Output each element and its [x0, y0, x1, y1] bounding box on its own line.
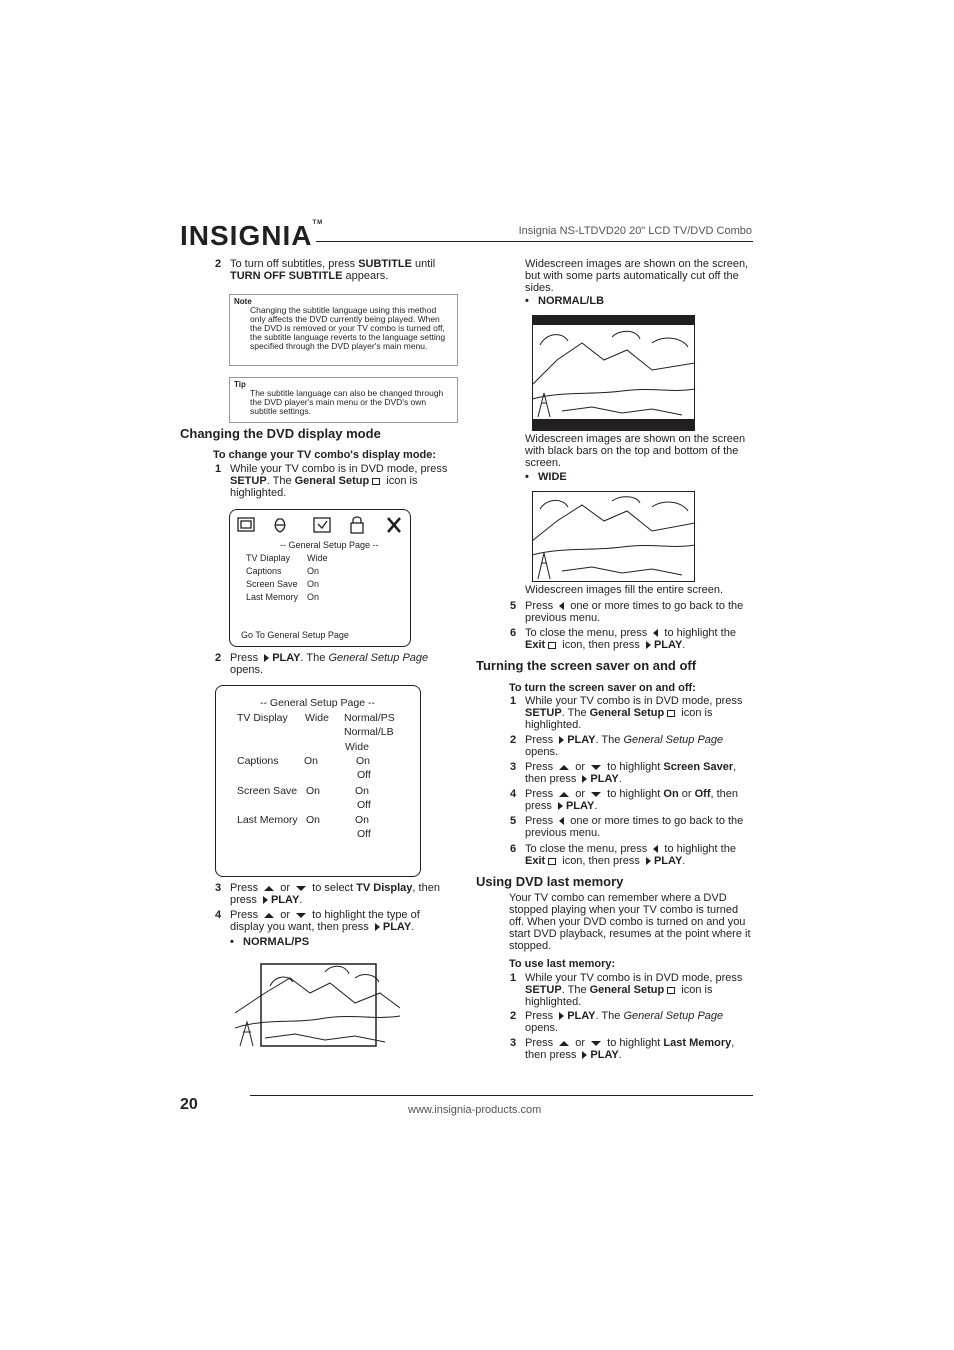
memory-step-2: 2 Press PLAY. The General Setup Page opens.	[510, 1010, 724, 1034]
insignia-logo: INSIGNIA™	[180, 220, 324, 251]
play-arrow-icon	[559, 1012, 564, 1020]
note-label: Note	[234, 297, 252, 306]
display-step-4: 4 Press or to highlight the type of display you want, then press PLAY.	[215, 909, 420, 933]
up-arrow-icon	[559, 792, 569, 797]
left-arrow-icon	[653, 629, 658, 637]
sub-screen-saver: To turn the screen saver on and off:	[509, 682, 696, 694]
general-setup-icon	[667, 987, 675, 994]
sub-display-mode: To change your TV combo's display mode:	[213, 449, 437, 461]
up-arrow-icon	[264, 886, 274, 891]
menu2-option: Off	[357, 799, 371, 811]
menu1-row-label: Captions	[246, 566, 282, 576]
menu2-label: Captions	[237, 755, 279, 767]
play-arrow-icon	[646, 857, 651, 865]
menu2-option: On	[355, 814, 370, 826]
menu1-row-label: Last Memory	[246, 592, 299, 602]
footer-url: www.insignia-products.com	[408, 1104, 542, 1116]
menu2-option: Off	[357, 769, 371, 781]
display-step-3: 3 Press or to select TV Display, then press PLAY.	[215, 882, 440, 906]
menu1-row-label: TV Diaplay	[246, 553, 291, 563]
play-arrow-icon	[375, 923, 380, 931]
menu1-footer: Go To General Setup Page	[241, 630, 349, 640]
play-arrow-icon	[263, 896, 268, 904]
menu2-value: On	[306, 785, 321, 797]
display-step-5: 5 Press one or more times to go back to the previous menu.	[510, 600, 744, 624]
last-memory-paragraph: Your TV combo can remember where a DVD stopped playing when your TV combo is turned off. When your DVD combo is turned on and you start DVD playback, resumes at the point where it stopped.	[509, 892, 751, 952]
wide-description: Widescreen images fill the entire screen.	[525, 584, 724, 596]
general-setup-icon	[372, 478, 380, 485]
general-setup-menu-2	[215, 685, 421, 877]
play-arrow-icon	[646, 641, 651, 649]
menu2-title: -- General Setup Page --	[260, 697, 375, 709]
header-title: Insignia NS-LTDVD20 20" LCD TV/DVD Combo	[518, 225, 752, 237]
memory-step-1: 1 While your TV combo is in DVD mode, press SETUP. The General Setup icon is highlighted.	[510, 972, 743, 1008]
menu2-label: TV Display	[237, 712, 288, 724]
note-box	[229, 294, 458, 366]
saver-step-1: 1 While your TV combo is in DVD mode, press SETUP. The General Setup icon is highlighted.	[510, 695, 743, 731]
heading-screen-saver: Turning the screen saver on and off	[476, 658, 697, 673]
bullet-normal-lb: • NORMAL/LB	[525, 295, 605, 307]
normal-ps-illustration	[235, 958, 400, 1050]
menu1-title: -- General Setup Page --	[280, 540, 379, 550]
up-arrow-icon	[264, 913, 274, 918]
heading-display-mode: Changing the DVD display mode	[180, 426, 381, 441]
menu2-option: On	[356, 755, 371, 767]
bullet-wide: • WIDE	[525, 471, 567, 483]
ps-description: Widescreen images are shown on the screen, but with some parts automatically cut off the sides.	[525, 258, 749, 294]
up-arrow-icon	[559, 765, 569, 770]
general-setup-icon	[667, 710, 675, 717]
menu2-value: On	[304, 755, 319, 767]
menu1-row-label: Screen Save	[246, 579, 298, 589]
bullet-normal-ps: • NORMAL/PS	[230, 936, 310, 948]
tip-box	[229, 377, 458, 423]
down-arrow-icon	[296, 913, 306, 918]
menu-icon-row	[236, 515, 406, 537]
saver-step-6: 6 To close the menu, press to highlight the Exit icon, then press PLAY.	[510, 843, 736, 867]
menu2-option: On	[355, 785, 370, 797]
play-arrow-icon	[582, 1051, 587, 1059]
menu2-label: Last Memory	[237, 814, 298, 826]
menu1-row-value: On	[307, 566, 320, 576]
play-arrow-icon	[558, 802, 563, 810]
menu2-label: Screen Save	[237, 785, 298, 797]
down-arrow-icon	[591, 792, 601, 797]
down-arrow-icon	[296, 886, 306, 891]
up-arrow-icon	[559, 1041, 569, 1046]
tip-text: The subtitle language can also be changed through the DVD player's main menu or the DVD's own subtitle settings.	[250, 388, 444, 416]
display-step-2: 2 Press PLAY. The General Setup Page opens.	[215, 652, 429, 676]
menu2-value: On	[306, 814, 321, 826]
page-number: 20	[180, 1096, 198, 1113]
menu1-row-value: On	[307, 579, 320, 589]
saver-step-3: 3 Press or to highlight Screen Saver, then press PLAY.	[510, 761, 737, 785]
footer-rule	[250, 1095, 753, 1096]
exit-icon	[548, 642, 556, 649]
heading-last-memory: Using DVD last memory	[476, 874, 624, 889]
play-arrow-icon	[264, 654, 269, 662]
play-arrow-icon	[559, 736, 564, 744]
normal-lb-illustration	[532, 315, 695, 431]
lb-description: Widescreen images are shown on the screen with black bars on the top and bottom of the screen.	[525, 433, 746, 469]
exit-icon	[548, 858, 556, 865]
display-step-1: 1 While your TV combo is in DVD mode, press SETUP. The General Setup icon is highlighted.	[215, 463, 448, 499]
general-setup-menu-1	[229, 509, 411, 647]
note-text: Changing the subtitle language using this method only affects the DVD currently being played. When the DVD is removed or your TV combo is turned off, the subtitle language reverts to the language setting specified through the DVD player's main menu.	[250, 305, 446, 351]
down-arrow-icon	[591, 765, 601, 770]
menu1-row-value: On	[307, 592, 320, 602]
menu2-option: Off	[357, 828, 371, 840]
left-arrow-icon	[559, 817, 564, 825]
left-arrow-icon	[653, 845, 658, 853]
menu2-option: Wide	[345, 741, 369, 753]
menu2-option: Normal/LB	[344, 726, 394, 738]
step-2-subtitle: 2 To turn off subtitles, press SUBTITLE until TURN OFF SUBTITLE appears.	[215, 258, 436, 282]
menu2-option: Normal/PS	[344, 712, 395, 724]
menu1-row-value: Wide	[307, 553, 328, 563]
down-arrow-icon	[591, 1041, 601, 1046]
display-step-6: 6 To close the menu, press to highlight the Exit icon, then press PLAY.	[510, 627, 736, 651]
menu2-value: Wide	[305, 712, 329, 724]
tip-label: Tip	[234, 380, 246, 389]
play-arrow-icon	[582, 775, 587, 783]
saver-step-5: 5 Press one or more times to go back to the previous menu.	[510, 815, 744, 839]
header-rule	[316, 241, 753, 242]
left-arrow-icon	[559, 602, 564, 610]
saver-step-4: 4 Press or to highlight On or Off, then press PLAY.	[510, 788, 739, 812]
sub-last-memory: To use last memory:	[509, 958, 616, 970]
saver-step-2: 2 Press PLAY. The General Setup Page opens.	[510, 734, 724, 758]
wide-illustration	[532, 491, 695, 582]
memory-step-3: 3 Press or to highlight Last Memory, then press PLAY.	[510, 1037, 735, 1061]
